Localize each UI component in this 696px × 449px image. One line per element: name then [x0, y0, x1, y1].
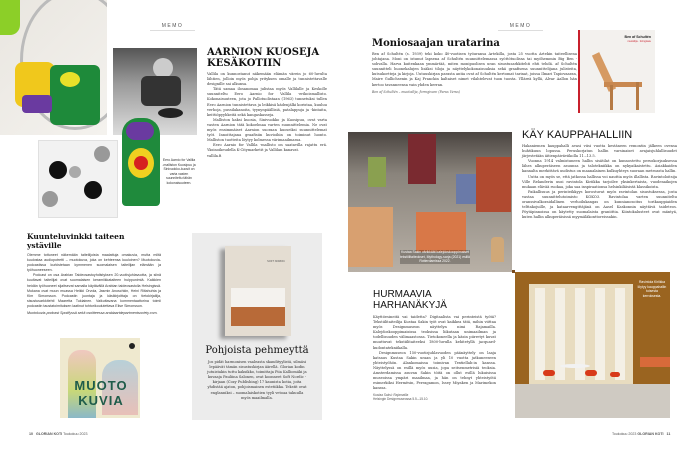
hurmaavia-article — [373, 290, 496, 401]
aarnio-article — [207, 47, 327, 159]
kuuntelu-p2: Podcast on osa Arabian Taideosastoyhdistyksen 20-vuotisjuhlavuotta, ja siinä kuultavat taiteilijat ovat suomalaisen keramiikkataiteen huippunimiä. Kaikkien heidän työhuoneet sijaitsevat samalla käytävällä Arabian taideosastolla Helsingissä. Mukana ovat muun muassa Heikki Orvola, Jasmin Anoschkin, Heini Riitahuhta ja Kim Simonsson. Podcastin juontaja ja käsikirjoittaja on tietokirjailija, sisustusarkkitehti Maaretta Tukiainen. Vaikuttavana kommentaattorina toimii podcastin taustatoimituksen laatinut tohtorikoulutettava Elise Simonsson. — [27, 273, 161, 308]
kay-p4: Paikallisuus ja perinteikkyys korostuvat myös ravintolan sisustuksessa, josta vastaa suunnittelutoimisto KOKO3. Ravintolaa varten suunniteltu oranssivalkoraidallinen verhoilukangas on kunnianosoitus torikauppiaiden telttakojuille, ja kataarvengittäjänä on Aasel Kaskonnin näyttävä taideteos. Pöytäpinnoissa on käytetty suomalaista graniittia. Kiintokalusteet ovat mäntyä, kuten hallin alkuperäisissä myymäläkonttoreissakin. — [522, 189, 677, 220]
aarnio-title: AARNION KUOSEJA KESÄKOTIIN — [207, 47, 320, 69]
aarnio-p2: Tätä samaa ilosanomaa julistaa myös Vallilalle ja Keskolle suunniteltu Eero Aarnio for Vallila -erikoismallisto. Kokonaisuuteen, jota jo Pallotuolistaan (1963) tunnetuksi tullen Eero Aarnion tunnistettava ja leikkisä kädenjälki koristaa, kuuluu verhoja, pussilakanoita, tyynynpäällisiä, patalappuja ja -kintaita, keittiöpyyhkeitä sekä kangaskasseja. — [207, 87, 327, 117]
bubble-chair-photo — [0, 0, 107, 135]
aarnio-caption: Eero Aarnio for Vallila -malliston Kuosipuu ja Sinivuokko-kuosit on varta vasten suunniteltu tähän kokonaisuuteen. — [162, 158, 196, 185]
schulten-book-cover — [578, 30, 655, 113]
hurmaavia-p2: Designmuseon 150-vuotisjuhlavuoden päänäyttely on laaja katsaus Kustaa Sakin uraan ja yli 10 vuotta jatkuneeseen yhteistyöhön. Alankomaissa toimivan Textiellab:in kanssa. Näyttelyssä on esillä myös uusia, jopa seitsenmetrisiä teoksia. Amsterdamissa asuvan Sakin töitä on ollut esillä lukuisissa museoissa ympäri maailmaa, ja hän on tehnyt yhteistyötä esimerkiksi Hermèsin, Ferragamon, Issey Miyaken ja Marimekon kanssa. — [373, 350, 496, 391]
magazine-name-right: GLORIAN KOTI — [637, 432, 664, 436]
rugs-exhibition-photo — [348, 132, 512, 272]
aarnio-p4: Eero Aarnio for Vallila -mallisto on saatavilla rajattu erä. Yksinoikeudella K-Citymarketit ja Vallilan kanavat. — [207, 143, 327, 153]
footer-right — [612, 432, 670, 436]
pohjoista-title: Pohjoista pehmeyttä — [205, 345, 309, 356]
memo-label-left: MEMO — [150, 23, 195, 31]
patterned-pillow — [38, 140, 118, 218]
schulten-book-sub: muotoilija · formgivare — [627, 40, 651, 43]
moniosaajan-credit: Ben af Schultén – muotoilija, formgivare (Parus Verus) — [372, 89, 461, 94]
kay-p1: Hakaniemen kauppahalli avasi viisi vuotta kestäneen remontin jälkeen ovensa huhtikuun lopussa. Peruskorjatun hallin varsinaiset avajaisjuhlallisuudet järjestetään äitienpäiväviikolla 11.–13.5. — [522, 144, 677, 159]
hurmaavia-credit2: Helsingin Designmuseossa 5.5.–15.10. — [373, 397, 429, 402]
book-title: SOFT NORDIC — [267, 260, 285, 263]
kuuntelu-p1: Olemme tottuneet näkemään taiteilijoista maalattuja omakuvia, mutta miltä kuulostaa audiopotretti – muotokuva, joka on kehteensa kuuloinen? Muotokuvia-podcastissa kurkistetaan kymmenen suomalaisen taiteilijan elämään ja työhuoneeseen. — [27, 253, 161, 273]
rugs-caption: Kustaa Sakin värikkäät kalejdoskooppimaiset tekstiilitaiteokset, Mythology-sarja (2021) esillä Rotterdamissa 2022. — [400, 250, 470, 264]
aarnio-link[interactable]: vallila.fi — [207, 153, 222, 158]
podcast-cover — [60, 338, 140, 418]
page-number-right: 11 — [666, 432, 671, 436]
soft-nordic-book — [225, 246, 291, 336]
aarnio-p3: Malliston kaksi kuosia, Sinivuokko ja Kuosipuu, ovat varta vasten Aarnion tätä kokoelmaa varten suunnittelemia. Ne ovat myös ensimmäiset Aarnion suoraan kuoseiksi suunnittelemat työt. Innoittajana graafisiin kuvioihin on toiminut luonto. Malliston tuotteita löytyy kolmessa värimaailmassa. — [207, 117, 327, 143]
moniosaajan-title: Moniosaajan uratarina — [372, 38, 500, 49]
schulten-book-title: Ben af Schultén — [624, 35, 651, 39]
moniosaajan-article — [372, 38, 577, 94]
magazine-name-left: GLORIAN KOTI — [36, 432, 63, 436]
kuuntelu-article — [27, 232, 161, 316]
pohjoista-text: Jos pidät harmonisen vaaleasta skandityylistä, silmäsi lepäävät tämän sisustuskirjan äärellä. Glorian kodin jutuistakin tuttu kaksikko, toimittaja Piia Kalliomäki ja kuvaaja Pauliina Salonen, ovat koonneet Soft Nordic -kirjaan (Cozy Publishing) 17 kaunista kotia, joita yhdistää ajaton, pohjoismainen estetiikka. Tekstit ovat englanniksi – suomalaiskotien tyyli vetoaa takuulla myös maailmalla. — [207, 360, 307, 400]
aarnio-p1: Vallila on kunnostanut näkemään elämän värein jo 60-luvulta lähtien, jolloin myös pohja yrityksen omalle ja tunnistettavalle designille sai alkunsa. — [207, 72, 327, 87]
pohjoista-box — [192, 233, 322, 420]
issue-left: Toukokuu 2023 — [63, 432, 88, 436]
issue-right: Toukokuu 2023 — [612, 432, 637, 436]
restaurant-caption: Ravintola Kiriikka löytyy kauppahallin toisesta kerroksesta. — [637, 280, 667, 298]
footer-left — [29, 432, 87, 436]
hurmaavia-p1: Käyttöesineitä vai taidetta? Digitaalista vai perinteistä työtä? Tekstiilitaiteilija Kustaa Sakin työt ovat kaikkea tätä, mihin viittaa myös Designmuseon näyttelyn nimi Rajamailla. Kalejdoskooppimaisissa teoksissa liikutaan unimaailman ja todellisuuden välimaastossa. Tietokoneella ja käsin piirretyt kuvat muuttuvat tekstiilitaiteeksi 1800-luvulla kehitetyllä jacquard-kudontatekniikalla. — [373, 315, 496, 350]
page-number-left: 10 — [29, 432, 33, 436]
oven-mitt — [122, 118, 160, 206]
kay-article — [522, 129, 677, 220]
hurmaavia-title: HURMAAVIA HARHANÄKYJÄ — [373, 289, 447, 311]
memo-label-right: MEMO — [498, 23, 543, 31]
kay-title: KÄY KAUPPAHALLIIN — [522, 129, 633, 141]
podcast-cover-line2: KUVIA — [78, 393, 124, 408]
kay-p2: Vuonna 1914 valmistuneen hallin sisätilat on kunnostettu peruskorjauksessa lähes alkuperäiseen asuunsa ja talotekniikka on nykyaikaistettu. Asiakkaiden kannalta merkittävä uudistus on maanalainen kulkuyhteys suoraan metroasta hallin. — [522, 159, 677, 174]
kuuntelu-note: Muotokuvia-podcast Spotifyssä sekä osoitteessa arabiaartdepartmentsociety.com. — [27, 311, 158, 316]
hurmaavia-credit1: Kustaa Saksi: Rajamailla — [373, 393, 409, 398]
kuuntelu-title: Kuunteluvinkki taiteen ystäville — [27, 232, 125, 250]
kay-p3: Uutta on myös se, että jatkossa hallissa voi nauttia myös illallista. Ravintoloitsija Ville Relanderin uusi ravintola Kiriikka tarjoilee yksinkertaista, vuodenaikojen mukaan elävää ruokaa, joka saa inspiraationsa helsinkiläisistä klassikoista. — [522, 174, 677, 189]
moniosaajan-text: Ben af Schultén (s. 1939) teki koko 40-vuotisen työuransa Artekilla, josta 25 vuotta Artekin taiteellisena johtajana. Moni on istunut lapsena af Schultén suunnittelemassa syöttötuolissa tai myöhemmin Big Ben -sohvalla. Harva kuitenkaan ymmärtää, miten monipuolisen uran sisustusarkkitehti ehti tehdä. af Schultén suunnitteli huonekalujen lisäksi tiloja ja näyttelykokonaisuuksia sekä graafisena suunnittelijana julisteita, kutsukortteja ja kirjoja. Uutuuskirjan parasta antia ovat af Schultén kertomat tarinat, joissa Ilmari Tapiovaaran, Maire Gullichsenin ja Kaj Franckin kaltaiset nimet vilahtelevat tuon tuosta. Ylläreä kyllä, Alvar Aallon hän kertoo tavanneensa vain yhden kerran. — [372, 52, 577, 87]
podcast-cover-line1: MUOTO — [74, 378, 128, 393]
restaurant-photo — [515, 272, 670, 418]
